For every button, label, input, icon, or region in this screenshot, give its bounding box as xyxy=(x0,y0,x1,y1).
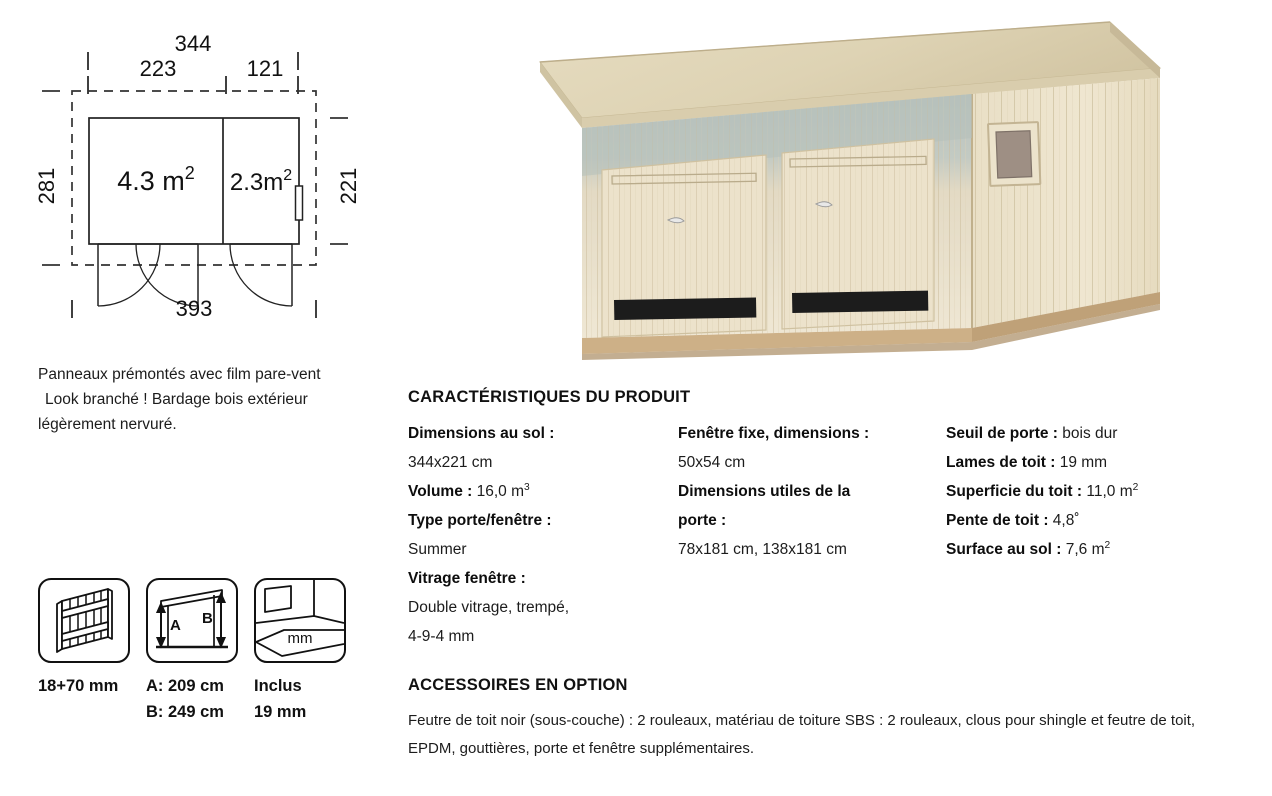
spec-label: Pente de toit : xyxy=(946,511,1049,529)
spec-icons-row xyxy=(38,578,378,725)
spec-value: 4-9-4 mm xyxy=(408,627,475,645)
floor-inner-label: mm xyxy=(287,630,313,647)
spec-line xyxy=(408,565,678,594)
product-photo-illustration xyxy=(520,10,1180,380)
spec-line xyxy=(946,478,1238,507)
feature-line-3: légèrement nervuré. xyxy=(38,416,177,434)
accessories-title: ACCESSOIRES EN OPTION xyxy=(408,676,628,694)
spec-label: Lames de toit : xyxy=(946,453,1056,471)
spec-line xyxy=(678,536,946,565)
spec-line xyxy=(408,623,678,652)
spec-label: Dimensions au sol : xyxy=(408,425,555,442)
spec-label: Dimensions utiles de la xyxy=(678,482,851,500)
icon-cell-wall-panel xyxy=(38,578,130,725)
specs-column-2 xyxy=(678,420,946,652)
spec-value: Summer xyxy=(408,540,467,558)
spec-line xyxy=(408,536,678,565)
spec-line xyxy=(946,449,1238,478)
spec-line xyxy=(408,507,678,536)
spec-label: porte : xyxy=(678,511,727,529)
spec-value: 16,0 m xyxy=(476,482,525,500)
spec-label: Type porte/fenêtre : xyxy=(408,511,552,529)
dim-total-width: 344 xyxy=(174,31,212,56)
side-wall-planking xyxy=(972,78,1160,328)
side-window-glass xyxy=(996,131,1032,178)
spec-label: Seuil de porte : xyxy=(946,425,1058,442)
spec-line xyxy=(408,594,678,623)
height-caption xyxy=(146,674,238,725)
height-label-a: A xyxy=(170,617,181,634)
dim-room-left: 223 xyxy=(139,56,177,81)
product-photo xyxy=(520,10,1180,380)
floor-caption xyxy=(254,674,346,725)
spec-line xyxy=(678,420,946,449)
spec-label: Volume : xyxy=(408,482,473,500)
specs-column-1 xyxy=(408,420,678,652)
spec-label: Surface au sol : xyxy=(946,540,1062,558)
height-dimensions-icon-box xyxy=(146,578,238,663)
spec-value: 4,8˚ xyxy=(1052,511,1080,529)
door-left-threshold xyxy=(614,298,756,320)
spec-value: 19 mm xyxy=(1059,453,1108,471)
specs-title: CARACTÉRISTIQUES DU PRODUIT xyxy=(408,388,691,406)
dim-depth-inner: 221 xyxy=(336,167,361,205)
spec-value-sup: 2 xyxy=(1132,481,1139,493)
spec-value: 7,6 m xyxy=(1065,540,1105,558)
spec-value-sup: 3 xyxy=(524,481,530,493)
area-label-right: $2.3m^2$ xyxy=(229,167,293,196)
wall-panel-icon-box xyxy=(38,578,130,663)
floor-thickness-icon-box xyxy=(254,578,346,663)
side-window-symbol xyxy=(296,186,303,220)
feature-description xyxy=(38,362,368,437)
height-dimensions-icon xyxy=(148,580,236,661)
dim-room-right: 121 xyxy=(246,56,284,81)
dim-bottom: 393 xyxy=(175,296,213,321)
feature-line-2: Look branché ! Bardage bois extérieur xyxy=(45,391,308,409)
spec-value: 50x54 cm xyxy=(678,453,746,471)
spec-value: 78x181 cm, 138x181 cm xyxy=(678,540,847,558)
spec-line xyxy=(946,507,1238,536)
icon-cell-floor xyxy=(254,578,346,725)
accessories-body: Feutre de toit noir (sous-couche) : 2 rouleaux, matériau de toiture SBS : 2 rouleaux, clous pour shingle et feutre de toit, EPDM, gouttières, porte et fenêtre supplémentaires. xyxy=(408,712,1196,757)
spec-line xyxy=(678,449,946,478)
optional-accessories-section xyxy=(408,676,1198,763)
spec-value: bois dur xyxy=(1062,425,1118,442)
spec-value: 11,0 m xyxy=(1086,482,1133,500)
door-swing-arc-right xyxy=(230,244,292,306)
spec-value: Double vitrage, trempé, xyxy=(408,598,570,616)
product-characteristics-section xyxy=(408,388,1238,652)
spec-label: Vitrage fenêtre : xyxy=(408,569,526,587)
spec-value: 344x221 cm xyxy=(408,453,493,471)
spec-line xyxy=(408,449,678,478)
area-label-left: 4.3 $m^2$ xyxy=(117,163,195,196)
floor-caption-line1: Inclus xyxy=(254,677,302,695)
spec-line xyxy=(946,420,1238,449)
spec-line xyxy=(408,478,678,507)
wall-panel-caption-line1: 18+70 mm xyxy=(38,677,119,695)
dim-depth-outer: 281 xyxy=(34,167,59,205)
spec-label: Fenêtre fixe, dimensions : xyxy=(678,425,870,442)
spec-value-sup: 2 xyxy=(1104,539,1111,551)
height-caption-line2: B: 249 cm xyxy=(146,702,224,721)
wall-panel-icon xyxy=(40,580,128,661)
floor-plan-diagram xyxy=(30,18,380,348)
icon-cell-height xyxy=(146,578,238,725)
feature-line-1: Panneaux prémontés avec film pare-vent xyxy=(38,366,321,383)
door-swing-arc-left-1 xyxy=(98,244,160,306)
specs-column-3 xyxy=(946,420,1238,652)
height-caption-line1: A: 209 cm xyxy=(146,677,224,695)
spec-line xyxy=(408,420,678,449)
floor-plan-svg xyxy=(30,18,380,348)
spec-line xyxy=(678,507,946,536)
wall-panel-caption xyxy=(38,674,130,700)
spec-line xyxy=(946,536,1238,565)
spec-label: Superficie du toit : xyxy=(946,482,1083,500)
height-label-b: B xyxy=(202,610,213,627)
floor-caption-line2: 19 mm xyxy=(254,702,307,721)
floor-thickness-icon xyxy=(256,580,344,661)
spec-line xyxy=(678,478,946,507)
door-right-threshold xyxy=(792,291,928,313)
